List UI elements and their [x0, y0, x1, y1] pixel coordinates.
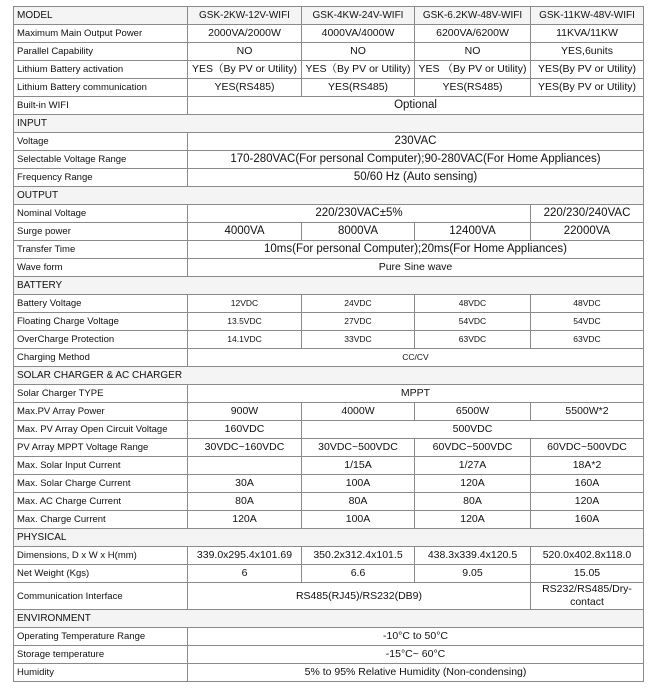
spec-row — [14, 79, 644, 97]
section-header-row — [14, 529, 644, 547]
spec-row — [14, 646, 644, 664]
spec-value: 80A — [188, 493, 302, 511]
section-header-row — [14, 187, 644, 205]
spec-value: 4000VA — [188, 223, 302, 241]
spec-value: 30VDC~500VDC — [302, 439, 415, 457]
spec-label: Charging Method — [14, 349, 188, 367]
spec-label: Surge power — [14, 223, 188, 241]
spec-value: 13.5VDC — [188, 313, 302, 331]
section-header-row — [14, 610, 644, 628]
spec-label: Storage temperature — [14, 646, 188, 664]
spec-value: 230VAC — [188, 133, 644, 151]
section-title: ENVIRONMENT — [14, 610, 644, 628]
spec-value: 4000W — [302, 403, 415, 421]
section-header-row — [14, 115, 644, 133]
spec-label: Dimensions, D x W x H(mm) — [14, 547, 188, 565]
spec-row — [14, 133, 644, 151]
spec-value: RS232/RS485/Dry-contact — [531, 583, 644, 610]
spec-label: Communication Interface — [14, 583, 188, 610]
spec-value: 6200VA/6200W — [415, 25, 531, 43]
spec-value: 339.0x295.4x101.69 — [188, 547, 302, 565]
spec-value: 63VDC — [415, 331, 531, 349]
spec-value: 170-280VAC(For personal Computer);90-280VAC(For Home Appliances) — [188, 151, 644, 169]
spec-row — [14, 565, 644, 583]
spec-body — [14, 25, 644, 682]
spec-value: 33VDC — [302, 331, 415, 349]
header-model-1: GSK-2KW-12V-WIFI — [188, 7, 302, 25]
spec-table — [13, 6, 644, 682]
spec-value: YES(By PV or Utility) — [531, 79, 644, 97]
spec-value: 438.3x339.4x120.5 — [415, 547, 531, 565]
spec-label: Nominal Voltage — [14, 205, 188, 223]
spec-value: YES(RS485) — [415, 79, 531, 97]
spec-row — [14, 385, 644, 403]
spec-row — [14, 664, 644, 682]
spec-label: Floating Charge Voltage — [14, 313, 188, 331]
spec-value: 100A — [302, 511, 415, 529]
spec-value: 10ms(For personal Computer);20ms(For Home Appliances) — [188, 241, 644, 259]
spec-row — [14, 151, 644, 169]
spec-value: Optional — [188, 97, 644, 115]
spec-value: 120A — [531, 493, 644, 511]
spec-row — [14, 259, 644, 277]
spec-value: 6.6 — [302, 565, 415, 583]
spec-value: 160A — [531, 475, 644, 493]
spec-value: 220/230/240VAC — [531, 205, 644, 223]
spec-value: Pure Sine wave — [188, 259, 644, 277]
spec-label: Battery Voltage — [14, 295, 188, 313]
spec-row — [14, 349, 644, 367]
header-model-4: GSK-11KW-48V-WIFI — [531, 7, 644, 25]
spec-value: 120A — [188, 511, 302, 529]
spec-row — [14, 511, 644, 529]
spec-label: Wave form — [14, 259, 188, 277]
spec-value: 63VDC — [531, 331, 644, 349]
spec-value: 15.05 — [531, 565, 644, 583]
spec-label: PV Array MPPT Voltage Range — [14, 439, 188, 457]
spec-value: 22000VA — [531, 223, 644, 241]
spec-label: Maximum Main Output Power — [14, 25, 188, 43]
spec-value: 1/15A — [302, 457, 415, 475]
spec-value: 60VDC~500VDC — [415, 439, 531, 457]
header-row — [14, 7, 644, 25]
spec-label: Solar Charger TYPE — [14, 385, 188, 403]
spec-row — [14, 493, 644, 511]
spec-value: 1/27A — [415, 457, 531, 475]
spec-value: 12400VA — [415, 223, 531, 241]
spec-value: YES（By PV or Utility) — [188, 61, 302, 79]
spec-value: 160A — [531, 511, 644, 529]
spec-value: YES(By PV or Utility) — [531, 61, 644, 79]
spec-label: Built-in WIFI — [14, 97, 188, 115]
spec-value: 18A*2 — [531, 457, 644, 475]
spec-row — [14, 583, 644, 610]
spec-value: 100A — [302, 475, 415, 493]
spec-value: RS485(RJ45)/RS232(DB9) — [188, 583, 531, 610]
spec-row — [14, 43, 644, 61]
spec-value: 4000VA/4000W — [302, 25, 415, 43]
spec-label: Max. Charge Current — [14, 511, 188, 529]
spec-row — [14, 205, 644, 223]
spec-value: 50/60 Hz (Auto sensing) — [188, 169, 644, 187]
spec-value: 160VDC — [188, 421, 302, 439]
section-header-row — [14, 367, 644, 385]
spec-value: YES,6units — [531, 43, 644, 61]
spec-value: -10°C to 50°C — [188, 628, 644, 646]
spec-value: -15°C~ 60°C — [188, 646, 644, 664]
spec-value: 30VDC~160VDC — [188, 439, 302, 457]
spec-value: MPPT — [188, 385, 644, 403]
spec-value: YES(RS485) — [302, 79, 415, 97]
spec-label: OverCharge Protection — [14, 331, 188, 349]
spec-value: 48VDC — [415, 295, 531, 313]
spec-label: Lithium Battery activation — [14, 61, 188, 79]
spec-value: 60VDC~500VDC — [531, 439, 644, 457]
section-title: PHYSICAL — [14, 529, 644, 547]
spec-value: CC/CV — [188, 349, 644, 367]
spec-label: Selectable Voltage Range — [14, 151, 188, 169]
section-title: INPUT — [14, 115, 644, 133]
spec-label: Operating Temperature Range — [14, 628, 188, 646]
spec-value: 14.1VDC — [188, 331, 302, 349]
spec-value: NO — [302, 43, 415, 61]
section-title: BATTERY — [14, 277, 644, 295]
spec-value: 350.2x312.4x101.5 — [302, 547, 415, 565]
spec-row — [14, 403, 644, 421]
spec-row — [14, 457, 644, 475]
spec-value: NO — [415, 43, 531, 61]
spec-value: 120A — [415, 475, 531, 493]
spec-value: 2000VA/2000W — [188, 25, 302, 43]
spec-label: Humidity — [14, 664, 188, 682]
spec-value: 500VDC — [302, 421, 644, 439]
spec-value: 24VDC — [302, 295, 415, 313]
spec-row — [14, 25, 644, 43]
spec-value: 54VDC — [415, 313, 531, 331]
header-model-2: GSK-4KW-24V-WIFI — [302, 7, 415, 25]
section-header-row — [14, 277, 644, 295]
spec-label: Max. Solar Charge Current — [14, 475, 188, 493]
spec-label: Frequency Range — [14, 169, 188, 187]
spec-label: Max. AC Charge Current — [14, 493, 188, 511]
spec-value: 80A — [302, 493, 415, 511]
spec-value: 80A — [415, 493, 531, 511]
spec-value: 48VDC — [531, 295, 644, 313]
spec-row — [14, 223, 644, 241]
spec-row — [14, 628, 644, 646]
spec-label: Max. PV Array Open Circuit Voltage — [14, 421, 188, 439]
spec-row — [14, 169, 644, 187]
spec-value: 54VDC — [531, 313, 644, 331]
spec-value: 520.0x402.8x118.0 — [531, 547, 644, 565]
spec-value: 6 — [188, 565, 302, 583]
spec-row — [14, 331, 644, 349]
spec-value: YES(RS485) — [188, 79, 302, 97]
header-model-3: GSK-6.2KW-48V-WIFI — [415, 7, 531, 25]
spec-value: 5% to 95% Relative Humidity (Non-condensing) — [188, 664, 644, 682]
spec-row — [14, 61, 644, 79]
spec-row — [14, 313, 644, 331]
spec-label: Lithium Battery communication — [14, 79, 188, 97]
spec-row — [14, 295, 644, 313]
section-title: OUTPUT — [14, 187, 644, 205]
spec-value: 11KVA/11KW — [531, 25, 644, 43]
spec-value — [188, 457, 302, 475]
spec-value: 220/230VAC±5% — [188, 205, 531, 223]
spec-value: YES （By PV or Utility) — [415, 61, 531, 79]
spec-value: 12VDC — [188, 295, 302, 313]
section-title: SOLAR CHARGER & AC CHARGER — [14, 367, 644, 385]
header-model-label: MODEL — [14, 7, 188, 25]
spec-value: 120A — [415, 511, 531, 529]
spec-value: 8000VA — [302, 223, 415, 241]
spec-row — [14, 241, 644, 259]
spec-row — [14, 547, 644, 565]
spec-label: Voltage — [14, 133, 188, 151]
spec-row — [14, 421, 644, 439]
spec-row — [14, 97, 644, 115]
spec-value: 27VDC — [302, 313, 415, 331]
spec-value: NO — [188, 43, 302, 61]
spec-value: 9.05 — [415, 565, 531, 583]
spec-label: Max.PV Array Power — [14, 403, 188, 421]
spec-label: Parallel Capability — [14, 43, 188, 61]
spec-value: 900W — [188, 403, 302, 421]
spec-value: 30A — [188, 475, 302, 493]
spec-label: Transfer Time — [14, 241, 188, 259]
spec-row — [14, 439, 644, 457]
spec-row — [14, 475, 644, 493]
spec-label: Net Weight (Kgs) — [14, 565, 188, 583]
spec-value: 6500W — [415, 403, 531, 421]
spec-value: YES（By PV or Utility) — [302, 61, 415, 79]
spec-value: 5500W*2 — [531, 403, 644, 421]
spec-label: Max. Solar Input Current — [14, 457, 188, 475]
